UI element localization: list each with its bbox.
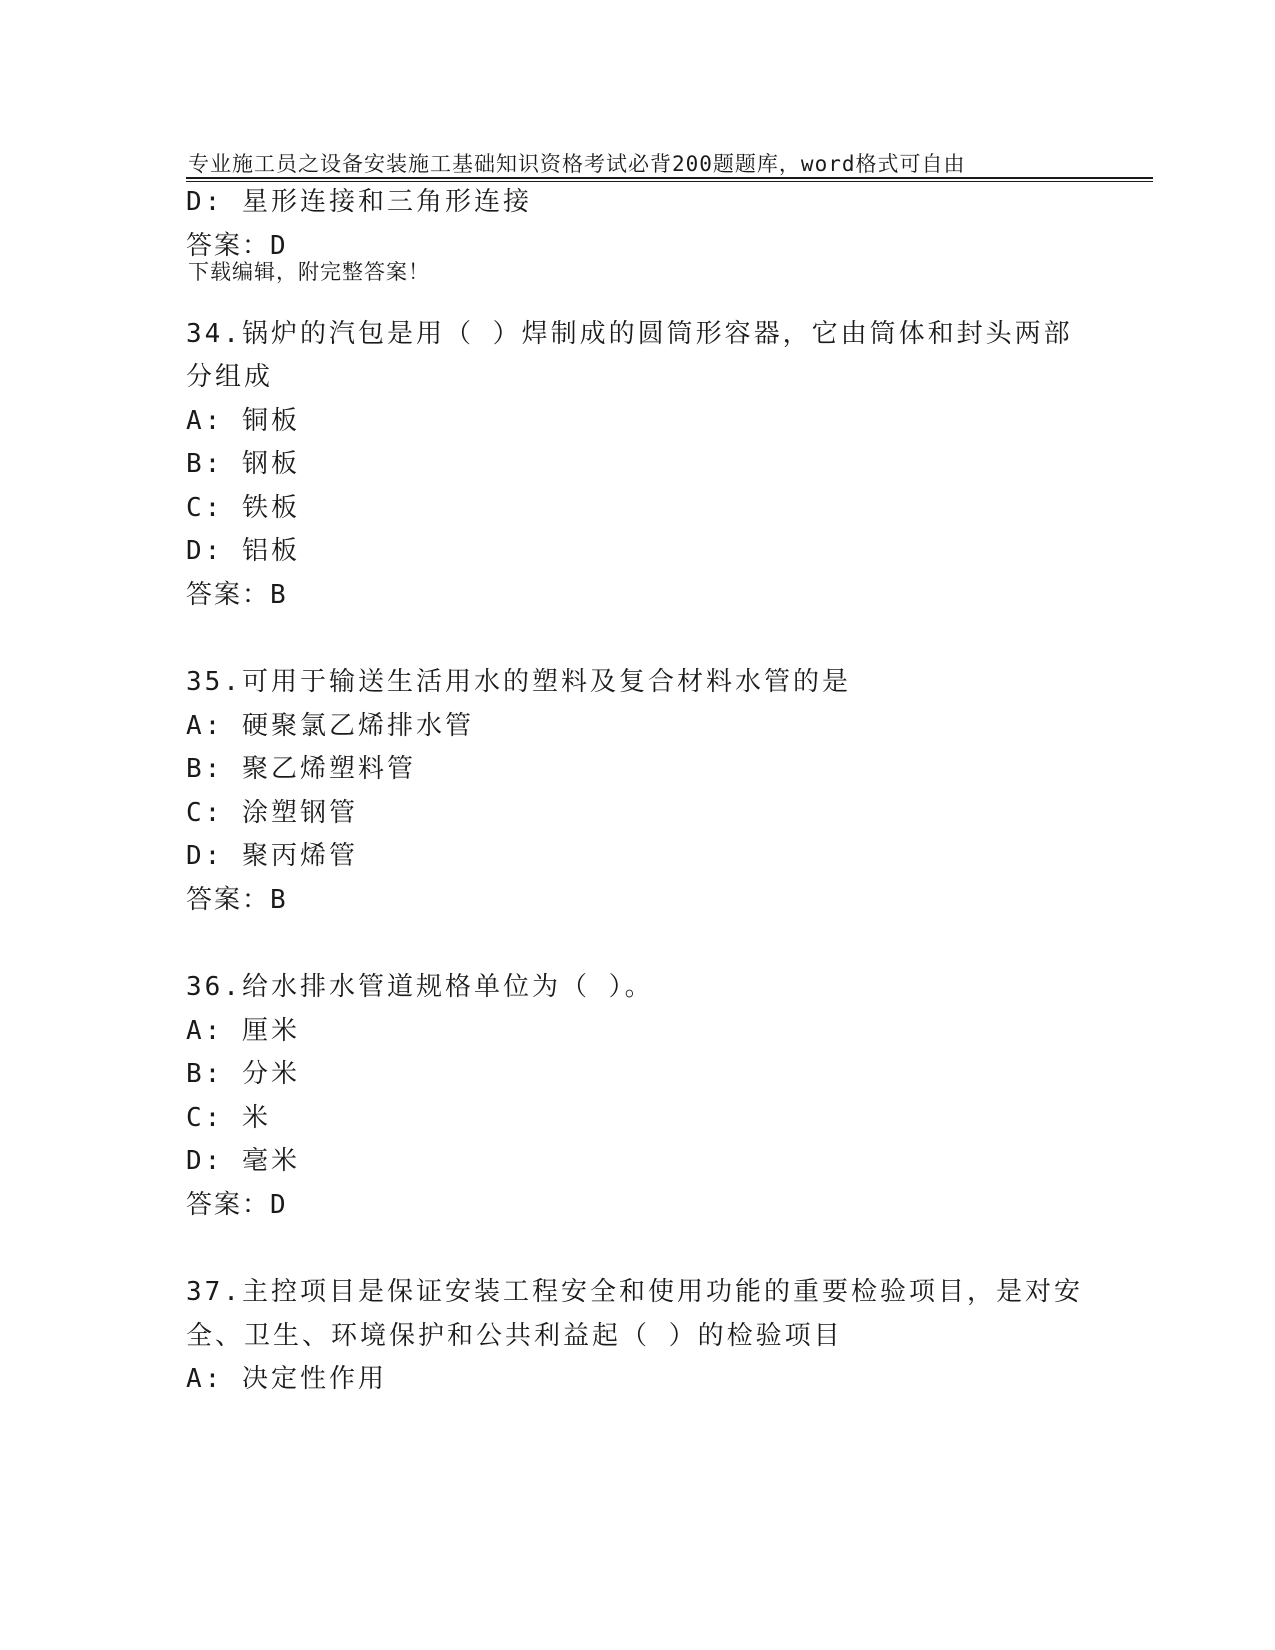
q37-option-a: A: 决定性作用 <box>186 1364 387 1394</box>
q35-stem: 35.可用于输送生活用水的塑料及复合材料水管的是 <box>186 667 851 697</box>
q35-answer: 答案：B <box>186 885 288 915</box>
q35-option-b: B: 聚乙烯塑料管 <box>186 754 416 784</box>
header-text-line-2: 下载编辑，附完整答案！ <box>188 260 430 284</box>
q34-stem-line-2: 分组成 <box>186 362 274 392</box>
q35-option-d: D: 聚丙烯管 <box>186 841 358 871</box>
q36-option-b: B: 分米 <box>186 1059 300 1089</box>
header-divider <box>186 177 1153 182</box>
header-text-line-1: 专业施工员之设备安装施工基础知识资格考试必背200题题库，word格式可自由 <box>188 152 966 176</box>
q36-option-a: A: 厘米 <box>186 1016 300 1046</box>
q34-option-c: C: 铁板 <box>186 493 300 523</box>
q36-option-c: C: 米 <box>186 1103 271 1133</box>
q37-stem-line-2: 全、卫生、环境保护和公共利益起（ ）的检验项目 <box>186 1321 843 1351</box>
q36-option-d: D: 毫米 <box>186 1146 300 1176</box>
q34-option-a: A: 铜板 <box>186 406 300 436</box>
q34-stem-line-1: 34.锅炉的汽包是用（ ）焊制成的圆筒形容器，它由筒体和封头两部 <box>186 319 1073 349</box>
q33-answer: 答案：D <box>186 231 288 261</box>
q34-option-d: D: 铝板 <box>186 536 300 566</box>
q35-option-c: C: 涂塑钢管 <box>186 798 358 828</box>
q35-option-a: A: 硬聚氯乙烯排水管 <box>186 711 474 741</box>
q34-option-b: B: 钢板 <box>186 449 300 479</box>
q34-answer: 答案：B <box>186 580 288 610</box>
q36-stem: 36.给水排水管道规格单位为（ ）。 <box>186 972 654 1002</box>
q37-stem-line-1: 37.主控项目是保证安装工程安全和使用功能的重要检验项目，是对安 <box>186 1277 1083 1307</box>
q36-answer: 答案：D <box>186 1190 288 1220</box>
q33-option-d: D: 星形连接和三角形连接 <box>186 187 532 217</box>
